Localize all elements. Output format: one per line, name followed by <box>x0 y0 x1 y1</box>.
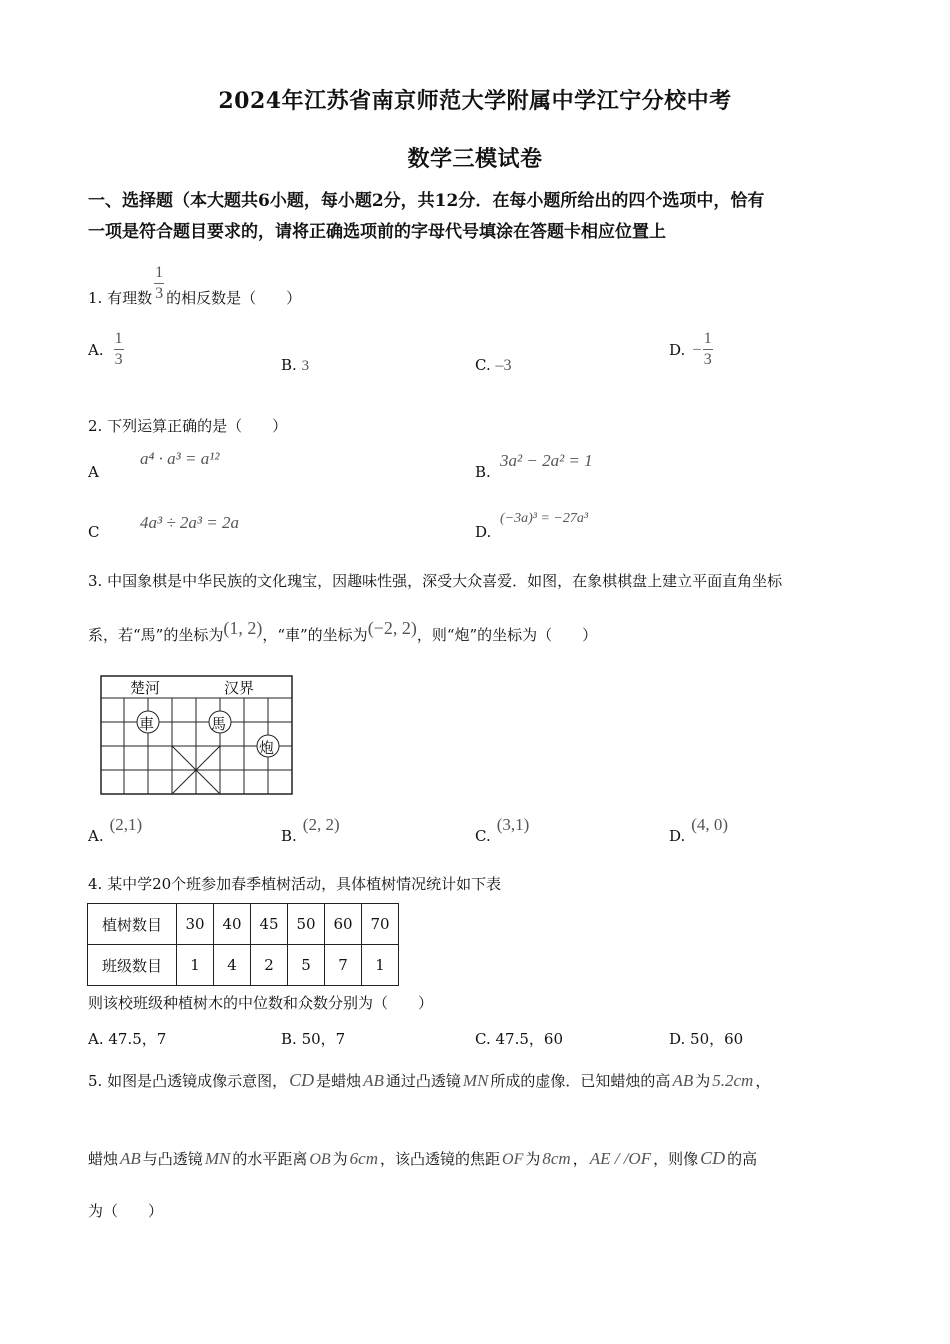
question-2-stem: 2. 下列运算正确的是（ ） <box>88 417 288 435</box>
table-cell: 50 <box>288 904 325 945</box>
q3-option-c[interactable]: C. (3,1) <box>475 815 530 845</box>
q4-table <box>87 903 399 986</box>
table-cell: 1 <box>362 945 399 986</box>
q3-option-b[interactable]: B. (2, 2) <box>281 815 340 845</box>
question-5-line3: 为（ ） <box>88 1202 164 1220</box>
question-5-line2: 蜡烛 AB 与凸透镜 MN 的水平距离 OB 为 6cm ，该凸透镜的焦距 OF 为 8cm ， AE / /OF ，则像 CD 的高 <box>88 1148 758 1168</box>
q4-table-wrapper <box>87 903 399 986</box>
table-cell: 30 <box>177 904 214 945</box>
question-5-line1: 5. 如图是凸透镜成像示意图， CD 是蜡烛 AB 通过凸透镜 MN 所成的虚像．已知蜡烛的高 AB 为 5.2cm ， <box>88 1070 771 1090</box>
q1-option-b[interactable]: B. 3 <box>281 356 310 374</box>
table-row <box>88 945 399 986</box>
table-cell: 40 <box>214 904 251 945</box>
q1-option-a[interactable]: A. $\frac{1}{3}$ <box>88 330 123 368</box>
table-cell: 4 <box>214 945 251 986</box>
q4-option-b[interactable]: B. 50，7 <box>281 1030 346 1048</box>
table-cell: 45 <box>251 904 288 945</box>
title-line1: 2024年江苏省南京师范大学附属中学江宁分校中考 <box>218 88 732 114</box>
q4-option-c[interactable]: C. 47.5，60 <box>475 1030 563 1048</box>
q1-option-d[interactable]: D. – $\frac{1}{3}$ <box>669 330 712 368</box>
piece-pao: 炮 <box>259 739 275 757</box>
chess-board-figure <box>100 675 293 795</box>
title-line2: 数学三模试卷 <box>407 146 543 172</box>
q4-option-a[interactable]: A. 47.5，7 <box>88 1030 167 1048</box>
q1-pre: 1. 有理数 <box>88 289 153 307</box>
question-4-after: 则该校班级种植树木的中位数和众数分别为（ ） <box>88 994 434 1012</box>
q2-option-b-expr: 3a² − 2a² = 1 <box>500 451 593 470</box>
board-label-chuhe: 楚河 <box>130 679 161 697</box>
q1-fraction: $\frac{1}{3}$ <box>155 264 164 302</box>
question-3-line1: 3. 中国象棋是中华民族的文化瑰宝，因趣味性强，深受大众喜爱．如图，在象棋棋盘上建立平面直角坐标 <box>88 572 783 590</box>
section-heading-line2: 一项是符合题目要求的，请将正确选项前的字母代号填涂在答题卡相应位置上 <box>88 222 666 242</box>
chess-board-svg <box>100 675 293 795</box>
question-1-stem <box>88 259 301 308</box>
q2-option-a-label[interactable]: A <box>88 463 99 481</box>
board-label-hanjie: 汉界 <box>224 679 255 697</box>
q1-post: 的相反数是（ ） <box>166 289 302 307</box>
q2-option-a-expr: a⁴ · a³ = a¹² <box>140 449 220 468</box>
question-4-stem: 4. 某中学20个班参加春季植树活动，具体植树情况统计如下表 <box>88 875 502 893</box>
q3-option-a[interactable]: A. (2,1) <box>88 815 143 845</box>
q2-option-b-label[interactable]: B. <box>475 463 491 481</box>
table-cell: 5 <box>288 945 325 986</box>
q4-option-d[interactable]: D. 50，60 <box>669 1030 744 1048</box>
table-cell: 70 <box>362 904 399 945</box>
section-heading-line1: 一、选择题（本大题共6小题，每小题2分，共12分．在每小题所给出的四个选项中，恰有 <box>88 191 765 211</box>
q2-option-d-label[interactable]: D. <box>475 523 492 541</box>
table-cell: 60 <box>325 904 362 945</box>
table-row <box>88 904 399 945</box>
q2-option-c-expr: 4a³ ÷ 2a³ = 2a <box>140 513 239 532</box>
table-header-cell: 植树数目 <box>88 904 177 945</box>
table-cell: 7 <box>325 945 362 986</box>
q2-option-d-expr: (−3a)³ = −27a³ <box>500 511 589 526</box>
piece-ju: 車 <box>139 715 155 733</box>
table-cell: 2 <box>251 945 288 986</box>
q3-option-d[interactable]: D. (4, 0) <box>669 815 729 845</box>
coord-ma: (1, 2) <box>223 618 263 638</box>
table-cell: 1 <box>177 945 214 986</box>
piece-ma: 馬 <box>211 715 227 733</box>
table-header-cell: 班级数目 <box>88 945 177 986</box>
q2-option-c-label[interactable]: C <box>88 523 100 541</box>
coord-ju: (−2, 2) <box>367 618 417 638</box>
question-3-line2: 系，若“馬”的坐标为 (1, 2) ，“車”的坐标为 (−2, 2) ，则“炮”的坐标为（ ） <box>88 618 598 644</box>
q1-option-c[interactable]: C. –3 <box>475 356 512 374</box>
